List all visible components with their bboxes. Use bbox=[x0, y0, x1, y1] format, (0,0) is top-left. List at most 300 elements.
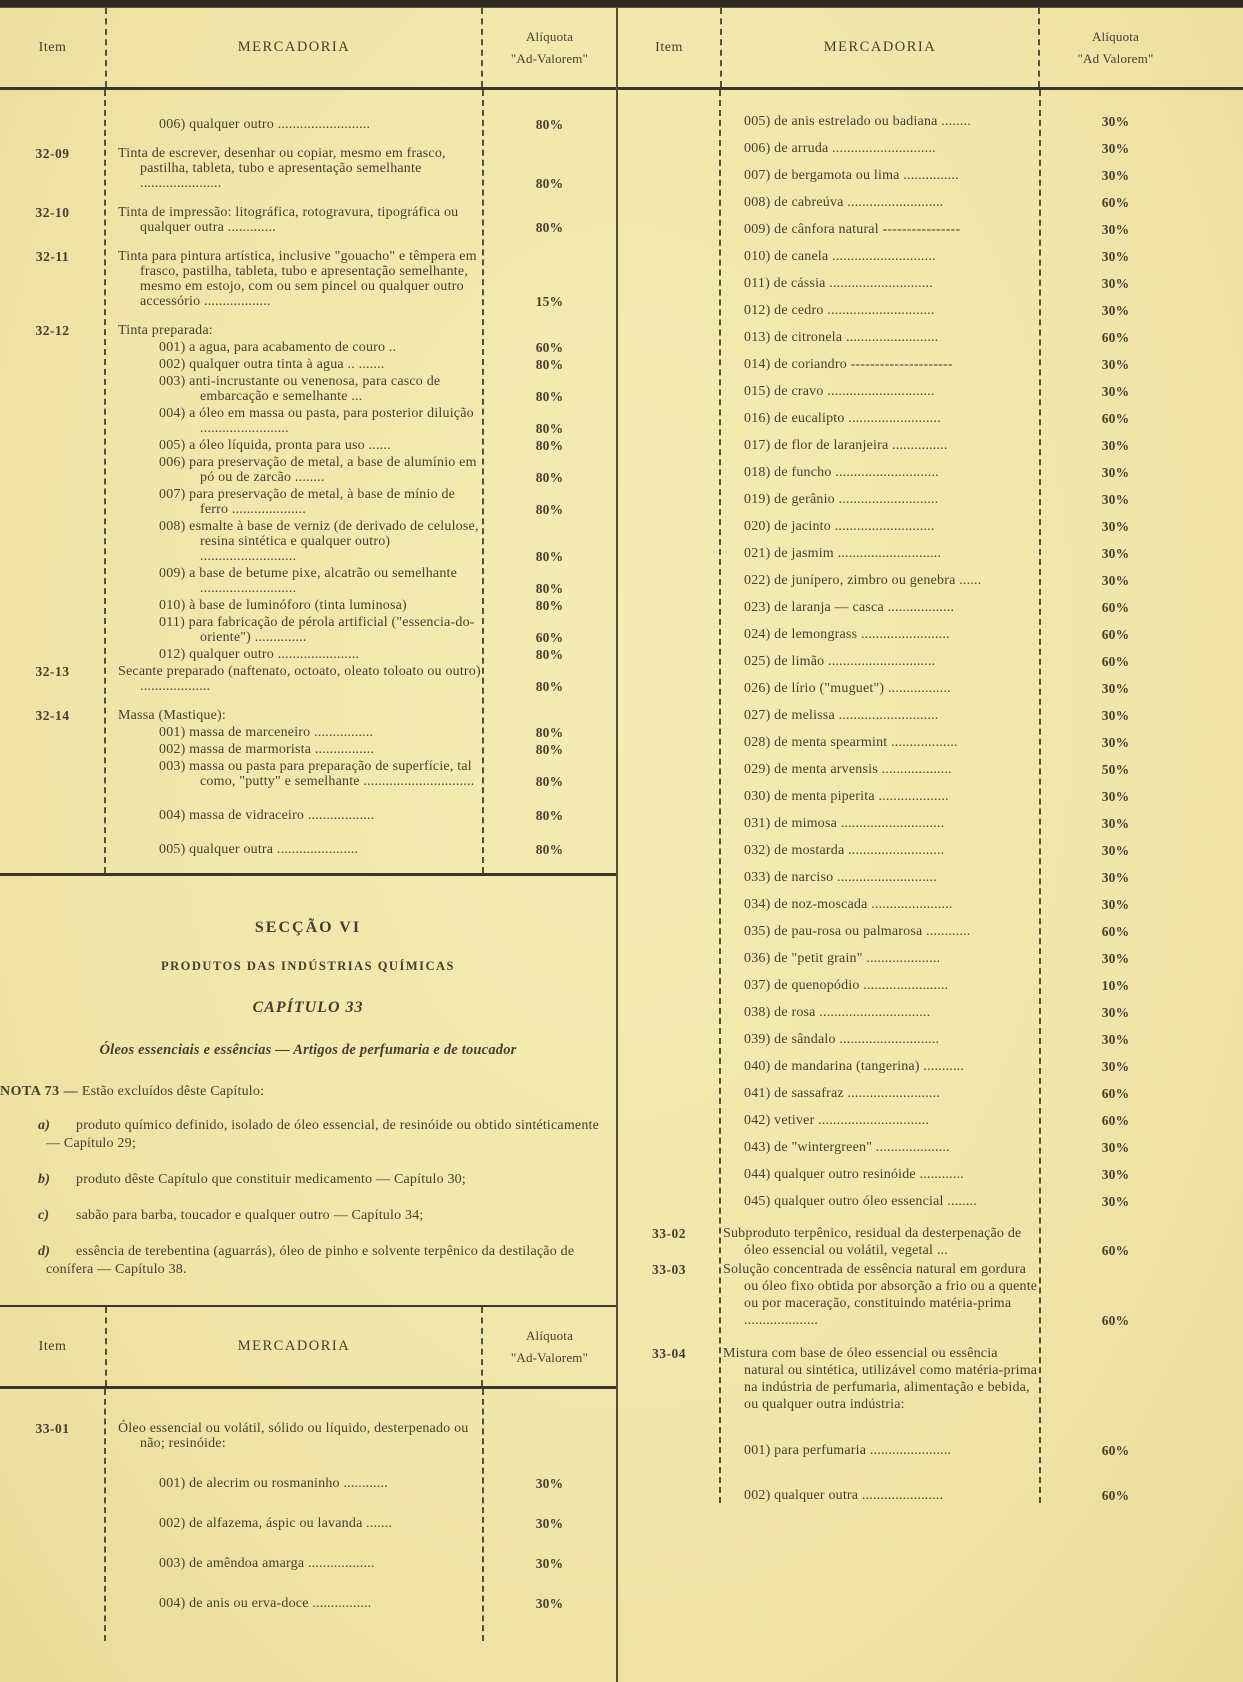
item-number bbox=[618, 843, 720, 858]
table-row bbox=[0, 598, 616, 613]
mercadoria-text: 021) de jasmim ............................ bbox=[744, 546, 942, 561]
mercadoria-text: 006) de arruda ............................ bbox=[744, 141, 936, 156]
table-row bbox=[618, 1086, 1243, 1101]
mercadoria-text: 001) de alecrim ou rosmaninho ............ bbox=[159, 1476, 388, 1491]
aliquota-value: 80% bbox=[535, 438, 564, 453]
aliquota-value: 60% bbox=[1101, 654, 1130, 669]
section-subtitle: PRODUTOS DAS INDÚSTRIAS QUÍMICAS bbox=[161, 959, 455, 973]
note-b-text: produto dêste Capítulo que constituir medicamento — Capítulo 30; bbox=[76, 1172, 466, 1187]
mercadoria-text: 007) de bergamota ou lima ............... bbox=[744, 168, 959, 183]
aliquota-value: 80% bbox=[535, 421, 564, 436]
item-number bbox=[0, 1556, 105, 1571]
item-number bbox=[0, 406, 105, 436]
mercadoria-text: 035) de pau-rosa ou palmarosa ............ bbox=[744, 924, 971, 939]
aliquota-value: 30% bbox=[1101, 168, 1130, 183]
mercadoria-text: 026) de lírio ("muguet") ................. bbox=[744, 681, 951, 696]
item-number: 32-14 bbox=[35, 708, 70, 723]
table-row bbox=[0, 566, 616, 596]
mercadoria-text: 030) de menta piperita ................... bbox=[744, 789, 949, 804]
aliquota-value: 30% bbox=[1101, 1032, 1130, 1047]
item-number bbox=[618, 762, 720, 777]
item-number: 32-13 bbox=[35, 664, 70, 679]
table-row bbox=[0, 205, 616, 235]
item-number bbox=[618, 141, 720, 156]
table-row bbox=[0, 615, 616, 645]
item-number bbox=[618, 600, 720, 615]
item-number bbox=[618, 1005, 720, 1020]
mercadoria-text: 044) qualquer outro resinóide ............ bbox=[744, 1167, 964, 1182]
item-number bbox=[618, 897, 720, 912]
aliquota-value: 30% bbox=[1101, 141, 1130, 156]
item-number bbox=[0, 742, 105, 757]
item-number: 32-11 bbox=[35, 249, 70, 264]
item-number bbox=[0, 842, 105, 857]
table-row bbox=[0, 146, 616, 191]
table-row bbox=[0, 664, 616, 694]
table-row bbox=[618, 843, 1243, 858]
item-number bbox=[618, 1488, 720, 1503]
item-number bbox=[618, 1113, 720, 1128]
mercadoria-text: 016) de eucalipto ......................... bbox=[744, 411, 941, 426]
header-aliquota bbox=[1040, 26, 1243, 70]
table-row bbox=[618, 1194, 1243, 1209]
table-row bbox=[618, 870, 1243, 885]
aliquota-value: 80% bbox=[535, 357, 564, 372]
aliquota-value: 10% bbox=[1101, 978, 1130, 993]
item-number: 32-09 bbox=[35, 146, 70, 161]
aliquota-value: 30% bbox=[1101, 438, 1130, 453]
header-aliquota-line1: Alíquota bbox=[525, 28, 574, 44]
aliquota-value: 30% bbox=[1101, 1140, 1130, 1155]
aliquota-value: 30% bbox=[1101, 465, 1130, 480]
item-number bbox=[0, 808, 105, 823]
item-number bbox=[0, 340, 105, 355]
mercadoria-text: 043) de "wintergreen" .................... bbox=[744, 1140, 950, 1155]
note-a-letter: a) bbox=[38, 1118, 51, 1133]
item-number: 33-03 bbox=[652, 1262, 686, 1277]
aliquota-value: 80% bbox=[535, 679, 564, 694]
table-row bbox=[0, 1596, 616, 1611]
mercadoria-text: 003) de amêndoa amarga .................. bbox=[159, 1556, 375, 1571]
table-row bbox=[618, 789, 1243, 804]
item-number bbox=[618, 1032, 720, 1047]
mercadoria-text: 017) de flor de laranjeira ............... bbox=[744, 438, 948, 453]
header-item: Item bbox=[655, 40, 683, 55]
header-item: Item bbox=[38, 40, 67, 55]
mercadoria-text: 004) massa de vidraceiro .................. bbox=[159, 808, 375, 823]
item-number bbox=[618, 951, 720, 966]
mercadoria-text: 005) qualquer outra ...................... bbox=[159, 842, 359, 857]
mercadoria-text: 002) massa de marmorista ................ bbox=[159, 742, 375, 757]
item-number bbox=[618, 303, 720, 318]
table-row bbox=[0, 725, 616, 740]
table-row bbox=[618, 978, 1243, 993]
aliquota-value: 60% bbox=[1101, 411, 1130, 426]
right-column bbox=[618, 8, 1243, 1503]
item-number bbox=[0, 598, 105, 613]
mercadoria-text: Secante preparado (naftenato, octoato, oleato toloato ou outro) ................... bbox=[118, 664, 481, 694]
mercadoria-text: 011) de cássia ............................ bbox=[744, 276, 933, 291]
chapter-subtitle: Óleos essenciais e essências — Artigos de perfumaria e de toucador bbox=[99, 1042, 517, 1058]
mercadoria-text: 034) de noz-moscada ...................... bbox=[744, 897, 953, 912]
aliquota-value: 30% bbox=[535, 1516, 564, 1531]
mercadoria-text: Tinta de escrever, desenhar ou copiar, mesmo em frasco, pastilha, tableta, tubo e apresentação semelhante ...................... bbox=[118, 146, 446, 191]
mercadoria-text: 013) de citronela ......................... bbox=[744, 330, 939, 345]
table-row bbox=[618, 492, 1243, 507]
table-row bbox=[618, 1225, 1243, 1259]
item-number bbox=[618, 330, 720, 345]
table-header bbox=[0, 1307, 616, 1389]
item-number bbox=[618, 411, 720, 426]
table-row bbox=[618, 627, 1243, 642]
aliquota-value: 30% bbox=[1101, 492, 1130, 507]
table-row bbox=[618, 465, 1243, 480]
item-number bbox=[0, 455, 105, 485]
table-row bbox=[618, 1443, 1243, 1458]
item-number bbox=[618, 519, 720, 534]
table-row bbox=[618, 438, 1243, 453]
item-number bbox=[0, 615, 105, 645]
note-a-text: produto químico definido, isolado de óleo essencial, de resinóide ou obtido sintéticamente — Capítulo 29; bbox=[46, 1118, 600, 1151]
table-row bbox=[618, 735, 1243, 750]
table-row bbox=[618, 1059, 1243, 1074]
aliquota-value: 30% bbox=[1101, 1194, 1130, 1209]
table-header bbox=[0, 8, 616, 90]
aliquota-value: 80% bbox=[535, 842, 564, 857]
item-number bbox=[0, 566, 105, 596]
aliquota-value: 30% bbox=[1101, 357, 1130, 372]
aliquota-value: 80% bbox=[535, 470, 564, 485]
aliquota-value: 30% bbox=[1101, 1005, 1130, 1020]
aliquota-value: 30% bbox=[1101, 249, 1130, 264]
item-number bbox=[618, 627, 720, 642]
table-row bbox=[0, 357, 616, 372]
mercadoria-text: Óleo essencial ou volátil, sólido ou líquido, desterpenado ou não; resinóide: bbox=[118, 1421, 469, 1451]
mercadoria-text: Tinta para pintura artística, inclusive "gouacho" e têmpera em frasco, pastilha, tableta, tubo e apresentação semelhante, mesmo em estojo, com ou sem pincel ou qualquer outro accessório .................. bbox=[118, 249, 477, 309]
table-row bbox=[0, 1421, 616, 1451]
item-number bbox=[0, 725, 105, 740]
mercadoria-text: 019) de gerânio ........................... bbox=[744, 492, 939, 507]
page-top-rule bbox=[0, 0, 1243, 8]
mercadoria-text: Tinta preparada: bbox=[118, 323, 213, 338]
aliquota-value: 30% bbox=[1101, 546, 1130, 561]
item-number bbox=[0, 647, 105, 662]
mercadoria-text: 018) de funcho ............................ bbox=[744, 465, 939, 480]
mercadoria-text: 010) à base de luminóforo (tinta luminosa) bbox=[159, 598, 407, 613]
table-row bbox=[0, 1516, 616, 1531]
mercadoria-text: 025) de limão ............................. bbox=[744, 654, 936, 669]
item-number bbox=[618, 654, 720, 669]
aliquota-value: 30% bbox=[1101, 735, 1130, 750]
mercadoria-text: 008) de cabreúva .......................... bbox=[744, 195, 944, 210]
table-row bbox=[618, 600, 1243, 615]
aliquota-value: 80% bbox=[535, 581, 564, 596]
note-a bbox=[0, 1117, 616, 1153]
mercadoria-text: 029) de menta arvensis ................... bbox=[744, 762, 952, 777]
mercadoria-text: 015) de cravo ............................. bbox=[744, 384, 935, 399]
mercadoria-text: 009) de cânfora natural ---------------- bbox=[744, 222, 961, 237]
item-number bbox=[0, 759, 105, 789]
item-number bbox=[0, 487, 105, 517]
item-number bbox=[618, 168, 720, 183]
mercadoria-text: 007) para preservação de metal, à base de mínio de ferro .................... bbox=[159, 487, 456, 517]
aliquota-value: 60% bbox=[1101, 924, 1130, 939]
table-row bbox=[618, 1140, 1243, 1155]
mercadoria-text: 045) qualquer outro óleo essencial ........ bbox=[744, 1194, 977, 1209]
aliquota-value: 30% bbox=[1101, 519, 1130, 534]
aliquota-value: 30% bbox=[1101, 870, 1130, 885]
aliquota-value: 30% bbox=[1101, 951, 1130, 966]
mercadoria-text: 037) de quenopódio ....................... bbox=[744, 978, 949, 993]
header-mercadoria: MERCADORIA bbox=[105, 1307, 483, 1386]
aliquota-value: 60% bbox=[1101, 1313, 1130, 1328]
aliquota-value: 30% bbox=[1101, 897, 1130, 912]
aliquota-value: 30% bbox=[1101, 681, 1130, 696]
aliquota-value: 80% bbox=[535, 742, 564, 757]
table-row bbox=[618, 546, 1243, 561]
aliquota-value: 80% bbox=[535, 389, 564, 404]
mercadoria-text: 031) de mimosa ............................ bbox=[744, 816, 945, 831]
item-number bbox=[0, 117, 105, 132]
mercadoria-text: 011) para fabricação de pérola artificial ("essencia-do-oriente") .............. bbox=[159, 615, 475, 645]
aliquota-value: 80% bbox=[535, 647, 564, 662]
mercadoria-text: 001) para perfumaria ...................... bbox=[744, 1443, 952, 1458]
item-number bbox=[618, 708, 720, 723]
table-header bbox=[618, 8, 1243, 90]
item-number: 33-04 bbox=[652, 1346, 686, 1361]
mercadoria-text: 001) a agua, para acabamento de couro .. bbox=[159, 340, 397, 355]
mercadoria-text: 003) massa ou pasta para preparação de superfície, tal como, "putty" e semelhante .............................. bbox=[159, 759, 475, 789]
mercadoria-text: 004) de anis ou erva-doce ................ bbox=[159, 1596, 372, 1611]
tariff-table-left-top bbox=[0, 8, 616, 876]
note-d bbox=[0, 1243, 616, 1279]
aliquota-value: 30% bbox=[535, 1476, 564, 1491]
mercadoria-text: 036) de "petit grain" .................... bbox=[744, 951, 941, 966]
item-number: 33-01 bbox=[35, 1421, 70, 1436]
note-c-letter: c) bbox=[38, 1208, 50, 1223]
item-number bbox=[618, 1167, 720, 1182]
table-row bbox=[0, 455, 616, 485]
mercadoria-text: 006) qualquer outro ......................... bbox=[159, 117, 371, 132]
mercadoria-text: Mistura com base de óleo essencial ou essência natural ou sintética, utilizável como matéria-prima na indústria de perfumaria, alimentação e bebida, ou qualquer outra indústria: bbox=[723, 1346, 1038, 1412]
mercadoria-text: 032) de mostarda .......................... bbox=[744, 843, 945, 858]
aliquota-value: 80% bbox=[535, 808, 564, 823]
table-row bbox=[618, 924, 1243, 939]
item-number bbox=[618, 735, 720, 750]
mercadoria-text: 012) qualquer outro ...................... bbox=[159, 647, 360, 662]
table-row bbox=[618, 357, 1243, 372]
left-column bbox=[0, 8, 616, 1641]
item-number bbox=[0, 357, 105, 372]
table-row bbox=[618, 654, 1243, 669]
nota-text: Estão excluídos dêste Capítulo: bbox=[78, 1084, 265, 1099]
mercadoria-text: 001) massa de marceneiro ................ bbox=[159, 725, 374, 740]
aliquota-value: 60% bbox=[1101, 1243, 1130, 1258]
aliquota-value: 60% bbox=[1101, 1488, 1130, 1503]
header-aliquota-line2: "Ad Valorem" bbox=[1077, 50, 1154, 66]
note-d-letter: d) bbox=[38, 1244, 51, 1259]
mercadoria-text: 005) de anis estrelado ou badiana ........ bbox=[744, 114, 971, 129]
aliquota-value: 60% bbox=[1101, 195, 1130, 210]
table-row bbox=[618, 141, 1243, 156]
table-row bbox=[618, 114, 1243, 129]
aliquota-value: 80% bbox=[535, 220, 564, 235]
aliquota-value: 30% bbox=[1101, 276, 1130, 291]
header-aliquota-line1: Alíquota bbox=[525, 1327, 574, 1343]
aliquota-value: 30% bbox=[1101, 789, 1130, 804]
header-item: Item bbox=[38, 1339, 67, 1354]
nota-line bbox=[0, 1084, 616, 1099]
table-row bbox=[618, 330, 1243, 345]
table-row bbox=[0, 708, 616, 723]
item-number bbox=[618, 546, 720, 561]
mercadoria-text: 002) qualquer outra tinta à agua .. ....... bbox=[159, 357, 385, 372]
tariff-table-left-bottom bbox=[0, 1305, 616, 1641]
item-number: 32-12 bbox=[35, 323, 70, 338]
header-aliquota bbox=[483, 1325, 616, 1369]
aliquota-value: 80% bbox=[535, 549, 564, 564]
item-number bbox=[618, 1194, 720, 1209]
table-row bbox=[618, 519, 1243, 534]
mercadoria-text: 002) qualquer outra ...................... bbox=[744, 1488, 944, 1503]
item-number bbox=[0, 519, 105, 564]
table-row bbox=[618, 762, 1243, 777]
mercadoria-text: 008) esmalte à base de verniz (de derivado de celulose, resina sintética e qualquer outro) .......................... bbox=[159, 519, 479, 564]
tariff-table-right bbox=[618, 8, 1243, 1503]
section-heading-block bbox=[0, 920, 616, 1279]
note-b bbox=[0, 1171, 616, 1189]
mercadoria-text: 042) vetiver .............................. bbox=[744, 1113, 930, 1128]
aliquota-value: 80% bbox=[535, 176, 564, 191]
table-row bbox=[618, 1345, 1243, 1413]
item-number bbox=[0, 1596, 105, 1611]
table-row bbox=[618, 276, 1243, 291]
table-row bbox=[618, 303, 1243, 318]
aliquota-value: 50% bbox=[1101, 762, 1130, 777]
aliquota-value: 30% bbox=[535, 1556, 564, 1571]
note-c-text: sabão para barba, toucador e qualquer outro — Capítulo 34; bbox=[76, 1208, 424, 1223]
mercadoria-text: Massa (Mastique): bbox=[118, 708, 226, 723]
item-number bbox=[618, 1140, 720, 1155]
aliquota-value: 30% bbox=[1101, 384, 1130, 399]
mercadoria-text: 012) de cedro ............................. bbox=[744, 303, 935, 318]
note-b-letter: b) bbox=[38, 1172, 51, 1187]
table-row bbox=[618, 195, 1243, 210]
aliquota-value: 60% bbox=[1101, 1086, 1130, 1101]
item-number bbox=[618, 384, 720, 399]
item-number bbox=[618, 681, 720, 696]
item-number bbox=[618, 114, 720, 129]
mercadoria-text: 005) a óleo líquida, pronta para uso ...... bbox=[159, 438, 391, 453]
aliquota-value: 80% bbox=[535, 774, 564, 789]
aliquota-value: 60% bbox=[1101, 330, 1130, 345]
mercadoria-text: 024) de lemongrass ........................ bbox=[744, 627, 950, 642]
mercadoria-text: 002) de alfazema, áspic ou lavanda ....... bbox=[159, 1516, 393, 1531]
mercadoria-text: 010) de canela ............................ bbox=[744, 249, 936, 264]
table-row bbox=[618, 384, 1243, 399]
mercadoria-text: 006) para preservação de metal, a base de alumínio em pó ou de zarcão ........ bbox=[159, 455, 477, 485]
table-row bbox=[618, 411, 1243, 426]
item-number bbox=[618, 195, 720, 210]
item-number bbox=[618, 870, 720, 885]
aliquota-value: 80% bbox=[535, 502, 564, 517]
aliquota-value: 60% bbox=[1101, 600, 1130, 615]
item-number bbox=[0, 374, 105, 404]
table-row bbox=[618, 681, 1243, 696]
item-number bbox=[618, 573, 720, 588]
table-rows bbox=[618, 90, 1243, 1503]
table-row bbox=[618, 249, 1243, 264]
mercadoria-text: 020) de jacinto ........................... bbox=[744, 519, 935, 534]
mercadoria-text: 014) de coriandro --------------------- bbox=[744, 357, 953, 372]
item-number: 32-10 bbox=[35, 205, 70, 220]
mercadoria-text: 023) de laranja — casca .................. bbox=[744, 600, 955, 615]
item-number bbox=[618, 816, 720, 831]
table-row bbox=[618, 573, 1243, 588]
mercadoria-text: 039) de sândalo ........................... bbox=[744, 1032, 940, 1047]
mercadoria-text: 022) de junípero, zimbro ou genebra ...... bbox=[744, 573, 982, 588]
aliquota-value: 30% bbox=[1101, 843, 1130, 858]
item-number bbox=[618, 222, 720, 237]
item-number bbox=[618, 465, 720, 480]
header-aliquota-line2: "Ad-Valorem" bbox=[510, 50, 589, 66]
table-row bbox=[0, 1476, 616, 1491]
table-row bbox=[0, 117, 616, 132]
aliquota-value: 30% bbox=[1101, 708, 1130, 723]
item-number bbox=[618, 492, 720, 507]
item-number bbox=[618, 924, 720, 939]
item-number bbox=[0, 1516, 105, 1531]
mercadoria-text: 041) de sassafraz ......................... bbox=[744, 1086, 941, 1101]
header-aliquota-line1: Alíquota bbox=[1091, 28, 1140, 44]
table-row bbox=[618, 708, 1243, 723]
aliquota-value: 30% bbox=[1101, 816, 1130, 831]
table-row bbox=[618, 951, 1243, 966]
aliquota-value: 30% bbox=[1101, 573, 1130, 588]
table-row bbox=[618, 816, 1243, 831]
table-row bbox=[618, 168, 1243, 183]
table-rows bbox=[0, 1389, 616, 1641]
mercadoria-text: 009) a base de betume pixe, alcatrão ou semelhante .......................... bbox=[159, 566, 458, 596]
mercadoria-text: Solução concentrada de essência natural em gordura ou óleo fixo obtida por absorção a frio ou a quente ou por maceração, constituindo matéria-prima .................... bbox=[723, 1262, 1038, 1328]
aliquota-value: 60% bbox=[1101, 1443, 1130, 1458]
mercadoria-text: 033) de narciso ........................... bbox=[744, 870, 937, 885]
table-row bbox=[0, 374, 616, 404]
table-row bbox=[0, 842, 616, 857]
note-c bbox=[0, 1207, 616, 1225]
table-rows bbox=[0, 90, 616, 876]
table-row bbox=[0, 340, 616, 355]
chapter-title: CAPÍTULO 33 bbox=[252, 999, 364, 1016]
aliquota-value: 60% bbox=[1101, 1113, 1130, 1128]
aliquota-value: 60% bbox=[1101, 627, 1130, 642]
table-row bbox=[0, 323, 616, 338]
table-row bbox=[0, 249, 616, 309]
aliquota-value: 30% bbox=[1101, 222, 1130, 237]
item-number bbox=[0, 438, 105, 453]
table-row bbox=[618, 1032, 1243, 1047]
note-d-text: essência de terebentina (aguarrás), óleo de pinho e solvente terpênico da destilação de conífera — Capítulo 38. bbox=[46, 1244, 575, 1277]
item-number bbox=[618, 1059, 720, 1074]
mercadoria-text: Tinta de impressão: litográfica, rotogravura, tipográfica ou qualquer outra ............. bbox=[118, 205, 459, 235]
header-mercadoria: MERCADORIA bbox=[720, 8, 1040, 87]
item-number bbox=[0, 1476, 105, 1491]
table-row bbox=[618, 1005, 1243, 1020]
mercadoria-text: 003) anti-incrustante ou venenosa, para casco de embarcação e semelhante ... bbox=[159, 374, 441, 404]
table-row bbox=[618, 897, 1243, 912]
mercadoria-text: 040) de mandarina (tangerina) ........... bbox=[744, 1059, 965, 1074]
table-row bbox=[618, 222, 1243, 237]
